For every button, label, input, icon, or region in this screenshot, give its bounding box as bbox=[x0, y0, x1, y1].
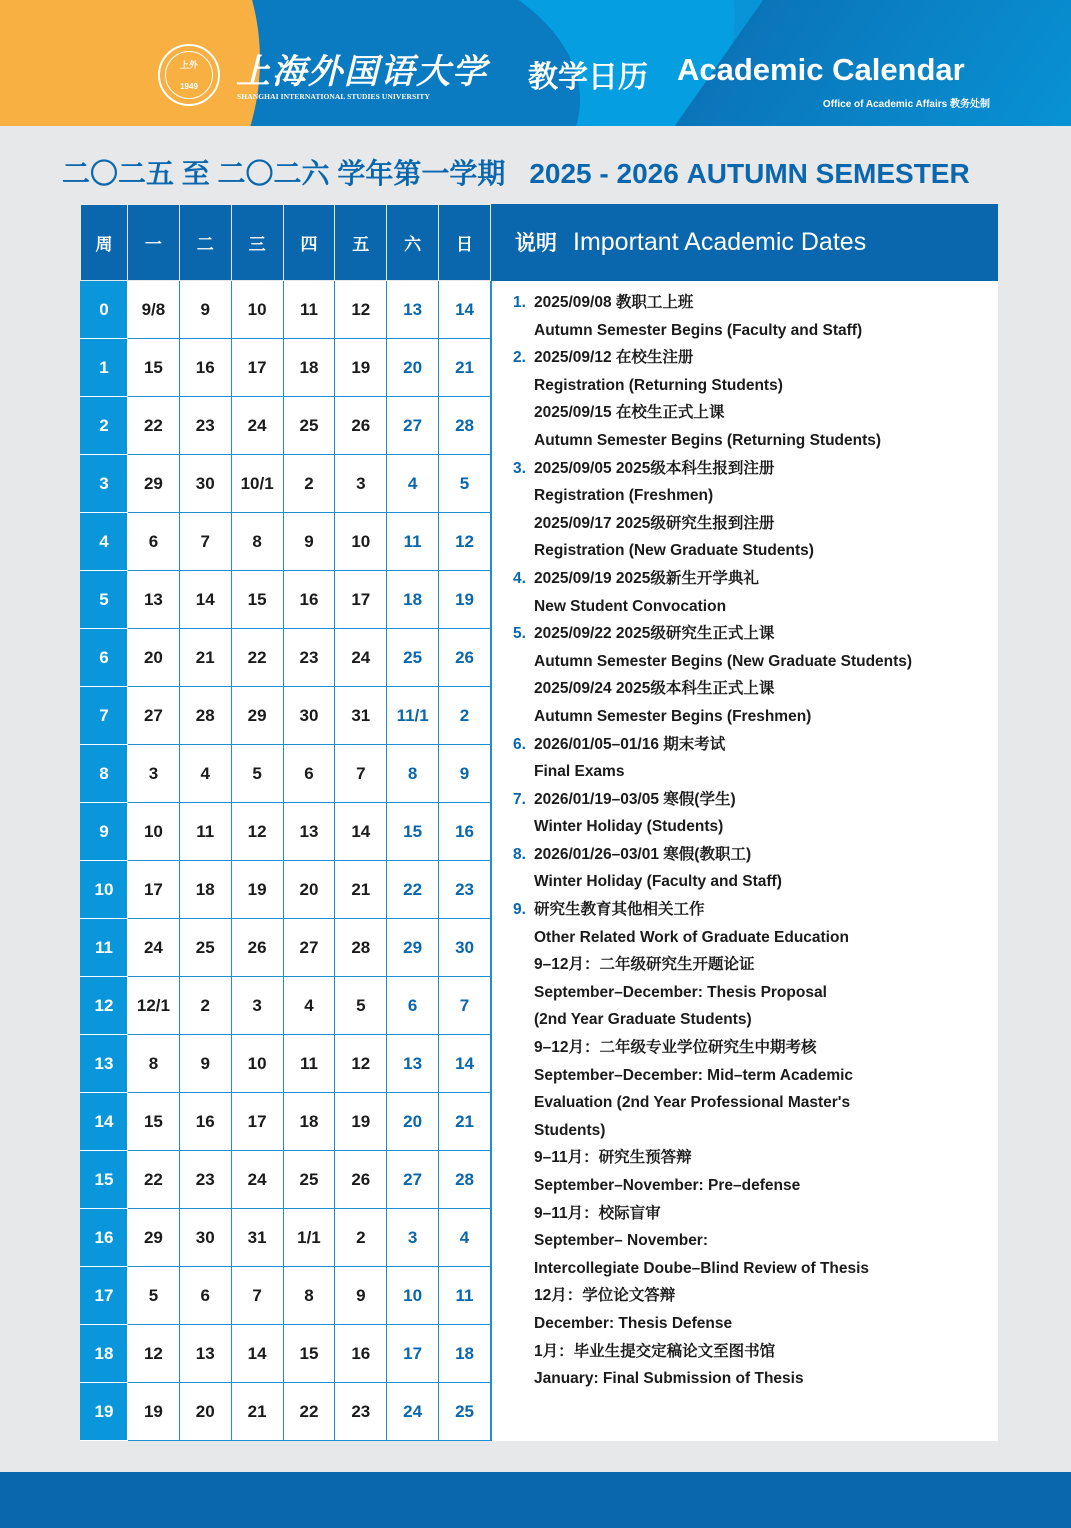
calendar-header-row bbox=[81, 205, 491, 281]
weekend-day-cell: 23 bbox=[439, 861, 491, 919]
day-cell: 3 bbox=[231, 977, 283, 1035]
day-cell: 6 bbox=[283, 745, 335, 803]
item-text: Winter Holiday (Faculty and Staff) bbox=[534, 873, 782, 891]
day-cell: 12 bbox=[128, 1325, 180, 1383]
weekend-day-cell: 26 bbox=[439, 629, 491, 687]
weekend-day-cell: 8 bbox=[387, 745, 439, 803]
weekend-day-cell: 29 bbox=[387, 919, 439, 977]
day-cell: 20 bbox=[179, 1383, 231, 1441]
weekend-day-cell: 11 bbox=[439, 1267, 491, 1325]
weekend-day-cell: 16 bbox=[439, 803, 491, 861]
item-text: Registration (Returning Students) bbox=[534, 376, 783, 394]
calendar-week-row bbox=[81, 1325, 491, 1383]
weekend-day-cell: 28 bbox=[439, 397, 491, 455]
important-date-line bbox=[513, 1006, 998, 1034]
item-text: Autumn Semester Begins (Freshmen) bbox=[534, 707, 812, 725]
day-cell: 10 bbox=[128, 803, 180, 861]
day-cell: 24 bbox=[128, 919, 180, 977]
calendar-week-row bbox=[81, 1267, 491, 1325]
day-cell: 25 bbox=[179, 919, 231, 977]
weekend-day-cell: 15 bbox=[387, 803, 439, 861]
day-cell: 11 bbox=[283, 1035, 335, 1093]
important-date-line bbox=[513, 731, 998, 759]
day-cell: 14 bbox=[335, 803, 387, 861]
item-text: Autumn Semester Begins (Returning Students) bbox=[534, 431, 882, 449]
item-text: 2025/09/05 2025级本科生报到注册 bbox=[534, 459, 775, 477]
column-header-day: 三 bbox=[231, 205, 283, 281]
important-date-line bbox=[513, 841, 998, 869]
day-cell: 9 bbox=[179, 1035, 231, 1093]
day-cell: 17 bbox=[128, 861, 180, 919]
university-seal-logo bbox=[158, 44, 220, 106]
day-cell: 10 bbox=[231, 281, 283, 339]
seal-year: 1949 bbox=[180, 82, 198, 91]
item-text: 9–12月：二年级专业学位研究生中期考核 bbox=[534, 1039, 817, 1057]
week-number: 19 bbox=[81, 1383, 128, 1441]
item-number: 7. bbox=[513, 790, 526, 808]
item-text: 2025/09/12 在校生注册 bbox=[534, 349, 694, 367]
day-cell: 9 bbox=[335, 1267, 387, 1325]
day-cell: 24 bbox=[231, 397, 283, 455]
calendar-week-row bbox=[81, 919, 491, 977]
day-cell: 16 bbox=[283, 571, 335, 629]
day-cell: 29 bbox=[128, 1209, 180, 1267]
week-number: 15 bbox=[81, 1151, 128, 1209]
item-text: January: Final Submission of Thesis bbox=[534, 1370, 804, 1388]
important-date-line bbox=[513, 537, 998, 565]
important-date-line bbox=[513, 813, 998, 841]
important-date-line bbox=[513, 1200, 998, 1228]
important-date-line bbox=[513, 344, 998, 372]
weekend-day-cell: 21 bbox=[439, 1093, 491, 1151]
important-date-line bbox=[513, 786, 998, 814]
day-cell: 9 bbox=[179, 281, 231, 339]
weekend-day-cell: 10 bbox=[387, 1267, 439, 1325]
calendar-week-row bbox=[81, 687, 491, 745]
day-cell: 14 bbox=[179, 571, 231, 629]
item-text: September–December: Thesis Proposal bbox=[534, 983, 827, 1001]
day-cell: 8 bbox=[128, 1035, 180, 1093]
day-cell: 19 bbox=[335, 339, 387, 397]
item-text: Students) bbox=[534, 1121, 606, 1139]
day-cell: 7 bbox=[179, 513, 231, 571]
day-cell: 20 bbox=[128, 629, 180, 687]
footer-bar bbox=[0, 1472, 1071, 1528]
column-header-day: 六 bbox=[387, 205, 439, 281]
weekend-day-cell: 3 bbox=[387, 1209, 439, 1267]
important-date-line bbox=[513, 1089, 998, 1117]
item-text: Evaluation (2nd Year Professional Master's bbox=[534, 1094, 851, 1112]
calendar-week-row bbox=[81, 977, 491, 1035]
semester-title-cn: 二〇二五 至 二〇二六 学年第一学期 bbox=[62, 158, 506, 189]
column-header-week: 周 bbox=[81, 205, 128, 281]
week-number: 1 bbox=[81, 339, 128, 397]
day-cell: 16 bbox=[179, 1093, 231, 1151]
column-header-day: 一 bbox=[128, 205, 180, 281]
weekend-day-cell: 17 bbox=[387, 1325, 439, 1383]
week-number: 7 bbox=[81, 687, 128, 745]
column-header-day: 二 bbox=[179, 205, 231, 281]
item-text: 2025/09/22 2025级研究生正式上课 bbox=[534, 625, 775, 643]
calendar-week-row bbox=[81, 745, 491, 803]
day-cell: 19 bbox=[128, 1383, 180, 1441]
weekend-day-cell: 30 bbox=[439, 919, 491, 977]
calendar-week-row bbox=[81, 339, 491, 397]
weekend-day-cell: 13 bbox=[387, 281, 439, 339]
day-cell: 12 bbox=[231, 803, 283, 861]
calendar-week-row bbox=[81, 1151, 491, 1209]
week-number: 11 bbox=[81, 919, 128, 977]
week-number: 4 bbox=[81, 513, 128, 571]
item-text: 2025/09/17 2025级研究生报到注册 bbox=[534, 514, 775, 532]
item-number: 9. bbox=[513, 901, 526, 919]
item-text: Registration (Freshmen) bbox=[534, 487, 714, 505]
day-cell: 4 bbox=[283, 977, 335, 1035]
calendar-week-row bbox=[81, 803, 491, 861]
weekend-day-cell: 12 bbox=[439, 513, 491, 571]
item-text: 12月：学位论文答辩 bbox=[534, 1287, 676, 1305]
weekend-day-cell: 4 bbox=[387, 455, 439, 513]
item-number: 1. bbox=[513, 294, 526, 311]
important-dates-list bbox=[491, 281, 998, 1441]
week-number: 13 bbox=[81, 1035, 128, 1093]
item-text: September–November: Pre–defense bbox=[534, 1177, 801, 1194]
weekend-day-cell: 18 bbox=[387, 571, 439, 629]
day-cell: 23 bbox=[335, 1383, 387, 1441]
weekend-day-cell: 22 bbox=[387, 861, 439, 919]
calendar-title-cn: 教学日历 bbox=[528, 61, 648, 94]
day-cell: 22 bbox=[283, 1383, 335, 1441]
weekend-day-cell: 27 bbox=[387, 1151, 439, 1209]
weekend-day-cell: 21 bbox=[439, 339, 491, 397]
day-cell: 14 bbox=[231, 1325, 283, 1383]
calendar-title-en: Academic Calendar bbox=[677, 52, 965, 87]
day-cell: 22 bbox=[128, 397, 180, 455]
item-text: 研究生教育其他相关工作 bbox=[534, 901, 705, 919]
calendar-week-row bbox=[81, 629, 491, 687]
day-cell: 6 bbox=[128, 513, 180, 571]
day-cell: 20 bbox=[283, 861, 335, 919]
important-date-line bbox=[513, 979, 998, 1007]
important-date-line bbox=[513, 399, 998, 427]
day-cell: 31 bbox=[231, 1209, 283, 1267]
day-cell: 7 bbox=[335, 745, 387, 803]
header-banner bbox=[0, 0, 1071, 126]
day-cell: 30 bbox=[179, 455, 231, 513]
day-cell: 5 bbox=[231, 745, 283, 803]
day-cell: 19 bbox=[335, 1093, 387, 1151]
important-date-line bbox=[513, 372, 998, 400]
important-date-line bbox=[513, 703, 998, 731]
seal-text: 上外 bbox=[179, 60, 198, 70]
important-date-line bbox=[513, 455, 998, 483]
item-text: Final Exams bbox=[534, 763, 625, 781]
item-text: 2026/01/05–01/16 期末考试 bbox=[534, 735, 726, 753]
day-cell: 15 bbox=[128, 339, 180, 397]
day-cell: 10 bbox=[335, 513, 387, 571]
day-cell: 15 bbox=[231, 571, 283, 629]
calendar-week-row bbox=[81, 513, 491, 571]
day-cell: 10 bbox=[231, 1035, 283, 1093]
item-text: 2025/09/19 2025级新生开学典礼 bbox=[534, 569, 759, 587]
day-cell: 28 bbox=[335, 919, 387, 977]
weekend-day-cell: 2 bbox=[439, 687, 491, 745]
weekend-day-cell: 14 bbox=[439, 281, 491, 339]
important-date-line bbox=[513, 482, 998, 510]
item-text: September– November: bbox=[534, 1232, 709, 1250]
important-date-line bbox=[513, 1117, 998, 1145]
day-cell: 2 bbox=[335, 1209, 387, 1267]
day-cell: 2 bbox=[179, 977, 231, 1035]
day-cell: 26 bbox=[335, 1151, 387, 1209]
day-cell: 25 bbox=[283, 1151, 335, 1209]
weekend-day-cell: 18 bbox=[439, 1325, 491, 1383]
day-cell: 7 bbox=[231, 1267, 283, 1325]
university-name-en: SHANGHAI INTERNATIONAL STUDIES UNIVERSITY bbox=[237, 92, 430, 101]
item-text: 9–11月：研究生预答辩 bbox=[534, 1149, 692, 1167]
day-cell: 4 bbox=[179, 745, 231, 803]
day-cell: 9/8 bbox=[128, 281, 180, 339]
day-cell: 30 bbox=[179, 1209, 231, 1267]
day-cell: 18 bbox=[283, 339, 335, 397]
important-dates-title-en: Important Academic Dates bbox=[573, 228, 867, 256]
weekend-day-cell: 11/1 bbox=[387, 687, 439, 745]
important-date-line bbox=[513, 1365, 998, 1393]
weekend-day-cell: 7 bbox=[439, 977, 491, 1035]
item-text: 2025/09/08 教职工上班 bbox=[534, 294, 694, 311]
day-cell: 15 bbox=[283, 1325, 335, 1383]
item-text: September–December: Mid–term Academic bbox=[534, 1066, 854, 1084]
weekend-day-cell: 25 bbox=[387, 629, 439, 687]
day-cell: 1/1 bbox=[283, 1209, 335, 1267]
day-cell: 3 bbox=[128, 745, 180, 803]
calendar-week-row bbox=[81, 397, 491, 455]
important-date-line bbox=[513, 620, 998, 648]
item-text: New Student Convocation bbox=[534, 597, 727, 615]
item-text: 2026/01/26–03/01 寒假(教职工) bbox=[534, 845, 752, 863]
weekend-day-cell: 6 bbox=[387, 977, 439, 1035]
week-number: 9 bbox=[81, 803, 128, 861]
important-date-line bbox=[513, 1144, 998, 1172]
important-date-line bbox=[513, 924, 998, 952]
item-text: Autumn Semester Begins (Faculty and Staff) bbox=[534, 321, 863, 339]
day-cell: 28 bbox=[179, 687, 231, 745]
item-text: Autumn Semester Begins (New Graduate Students) bbox=[534, 652, 913, 670]
day-cell: 23 bbox=[179, 397, 231, 455]
day-cell: 15 bbox=[128, 1093, 180, 1151]
important-date-line bbox=[513, 510, 998, 538]
day-cell: 24 bbox=[335, 629, 387, 687]
item-text: 9–12月：二年级研究生开题论证 bbox=[534, 956, 755, 974]
week-number: 14 bbox=[81, 1093, 128, 1151]
column-header-day: 四 bbox=[283, 205, 335, 281]
weekend-day-cell: 19 bbox=[439, 571, 491, 629]
week-number: 6 bbox=[81, 629, 128, 687]
week-number: 18 bbox=[81, 1325, 128, 1383]
day-cell: 16 bbox=[179, 339, 231, 397]
important-date-line bbox=[513, 648, 998, 676]
item-text: December: Thesis Defense bbox=[534, 1314, 733, 1332]
important-dates-header bbox=[491, 204, 998, 281]
important-date-line bbox=[513, 1282, 998, 1310]
week-number: 10 bbox=[81, 861, 128, 919]
important-date-line bbox=[513, 1034, 998, 1062]
day-cell: 27 bbox=[128, 687, 180, 745]
week-number: 17 bbox=[81, 1267, 128, 1325]
day-cell: 12/1 bbox=[128, 977, 180, 1035]
item-text: Winter Holiday (Students) bbox=[534, 818, 724, 836]
item-text: 2026/01/19–03/05 寒假(学生) bbox=[534, 790, 736, 808]
semester-title-en: 2025 - 2026 AUTUMN SEMESTER bbox=[529, 158, 970, 189]
week-number: 12 bbox=[81, 977, 128, 1035]
day-cell: 30 bbox=[283, 687, 335, 745]
important-date-line bbox=[513, 1062, 998, 1090]
item-number: 3. bbox=[513, 459, 526, 477]
day-cell: 12 bbox=[335, 281, 387, 339]
important-date-line bbox=[513, 289, 998, 317]
day-cell: 2 bbox=[283, 455, 335, 513]
item-text: 9–11月：校际盲审 bbox=[534, 1204, 661, 1222]
calendar-week-row bbox=[81, 571, 491, 629]
day-cell: 16 bbox=[335, 1325, 387, 1383]
important-date-line bbox=[513, 593, 998, 621]
weekend-day-cell: 20 bbox=[387, 339, 439, 397]
item-text: 2025/09/15 在校生正式上课 bbox=[534, 404, 725, 422]
week-number: 8 bbox=[81, 745, 128, 803]
day-cell: 27 bbox=[283, 919, 335, 977]
header-decor-orange bbox=[0, 0, 260, 126]
day-cell: 13 bbox=[128, 571, 180, 629]
item-text: Registration (New Graduate Students) bbox=[534, 542, 814, 560]
day-cell: 29 bbox=[231, 687, 283, 745]
item-number: 6. bbox=[513, 735, 526, 753]
important-date-line bbox=[513, 1338, 998, 1366]
day-cell: 25 bbox=[283, 397, 335, 455]
weekend-day-cell: 25 bbox=[439, 1383, 491, 1441]
day-cell: 5 bbox=[128, 1267, 180, 1325]
day-cell: 21 bbox=[179, 629, 231, 687]
day-cell: 13 bbox=[283, 803, 335, 861]
calendar-week-row bbox=[81, 1383, 491, 1441]
week-number: 2 bbox=[81, 397, 128, 455]
item-text: 2025/09/24 2025级本科生正式上课 bbox=[534, 680, 775, 698]
day-cell: 18 bbox=[179, 861, 231, 919]
day-cell: 5 bbox=[335, 977, 387, 1035]
important-date-line bbox=[513, 317, 998, 345]
calendar-week-row bbox=[81, 1093, 491, 1151]
day-cell: 23 bbox=[283, 629, 335, 687]
important-dates-title-cn: 说明 bbox=[515, 232, 557, 255]
weekend-day-cell: 4 bbox=[439, 1209, 491, 1267]
weekend-day-cell: 14 bbox=[439, 1035, 491, 1093]
important-date-line bbox=[513, 1255, 998, 1283]
item-text: 1月：毕业生提交定稿论文至图书馆 bbox=[534, 1342, 776, 1360]
day-cell: 10/1 bbox=[231, 455, 283, 513]
weekend-day-cell: 27 bbox=[387, 397, 439, 455]
day-cell: 8 bbox=[231, 513, 283, 571]
item-number: 2. bbox=[513, 349, 526, 367]
calendar-week-row bbox=[81, 281, 491, 339]
item-number: 4. bbox=[513, 569, 526, 587]
weekend-day-cell: 24 bbox=[387, 1383, 439, 1441]
semester-title bbox=[62, 152, 970, 192]
day-cell: 17 bbox=[231, 339, 283, 397]
item-text: Intercollegiate Doube–Blind Review of Thesis bbox=[534, 1259, 870, 1277]
university-name-cn: 上海外国语大学 bbox=[236, 52, 488, 92]
calendar-week-row bbox=[81, 861, 491, 919]
weekend-day-cell: 13 bbox=[387, 1035, 439, 1093]
week-number: 16 bbox=[81, 1209, 128, 1267]
office-label: Office of Academic Affairs 教务处制 bbox=[822, 99, 990, 110]
important-date-line bbox=[513, 427, 998, 455]
day-cell: 9 bbox=[283, 513, 335, 571]
important-date-line bbox=[513, 951, 998, 979]
day-cell: 24 bbox=[231, 1151, 283, 1209]
day-cell: 3 bbox=[335, 455, 387, 513]
important-date-line bbox=[513, 868, 998, 896]
day-cell: 13 bbox=[179, 1325, 231, 1383]
weekend-day-cell: 11 bbox=[387, 513, 439, 571]
item-text: Other Related Work of Graduate Education bbox=[534, 928, 849, 946]
important-date-line bbox=[513, 565, 998, 593]
day-cell: 6 bbox=[179, 1267, 231, 1325]
day-cell: 29 bbox=[128, 455, 180, 513]
weekend-day-cell: 9 bbox=[439, 745, 491, 803]
day-cell: 21 bbox=[231, 1383, 283, 1441]
day-cell: 12 bbox=[335, 1035, 387, 1093]
week-number: 5 bbox=[81, 571, 128, 629]
day-cell: 22 bbox=[128, 1151, 180, 1209]
calendar-week-row bbox=[81, 455, 491, 513]
day-cell: 31 bbox=[335, 687, 387, 745]
day-cell: 18 bbox=[283, 1093, 335, 1151]
important-date-line bbox=[513, 1172, 998, 1200]
day-cell: 26 bbox=[335, 397, 387, 455]
day-cell: 17 bbox=[231, 1093, 283, 1151]
important-date-line bbox=[513, 1310, 998, 1338]
week-number: 0 bbox=[81, 281, 128, 339]
important-date-line bbox=[513, 758, 998, 786]
item-number: 8. bbox=[513, 845, 526, 863]
day-cell: 8 bbox=[283, 1267, 335, 1325]
important-date-line bbox=[513, 1227, 998, 1255]
calendar-week-row bbox=[81, 1035, 491, 1093]
day-cell: 11 bbox=[283, 281, 335, 339]
day-cell: 26 bbox=[231, 919, 283, 977]
calendar-week-row bbox=[81, 1209, 491, 1267]
week-number: 3 bbox=[81, 455, 128, 513]
day-cell: 17 bbox=[335, 571, 387, 629]
day-cell: 21 bbox=[335, 861, 387, 919]
day-cell: 19 bbox=[231, 861, 283, 919]
day-cell: 23 bbox=[179, 1151, 231, 1209]
item-number: 5. bbox=[513, 625, 526, 643]
important-date-line bbox=[513, 675, 998, 703]
weekend-day-cell: 20 bbox=[387, 1093, 439, 1151]
weekend-day-cell: 28 bbox=[439, 1151, 491, 1209]
weekend-day-cell: 5 bbox=[439, 455, 491, 513]
calendar-table bbox=[80, 204, 491, 1441]
day-cell: 11 bbox=[179, 803, 231, 861]
item-text: (2nd Year Graduate Students) bbox=[534, 1011, 752, 1029]
day-cell: 22 bbox=[231, 629, 283, 687]
column-header-day: 五 bbox=[335, 205, 387, 281]
important-date-line bbox=[513, 896, 998, 924]
column-header-day: 日 bbox=[439, 205, 491, 281]
